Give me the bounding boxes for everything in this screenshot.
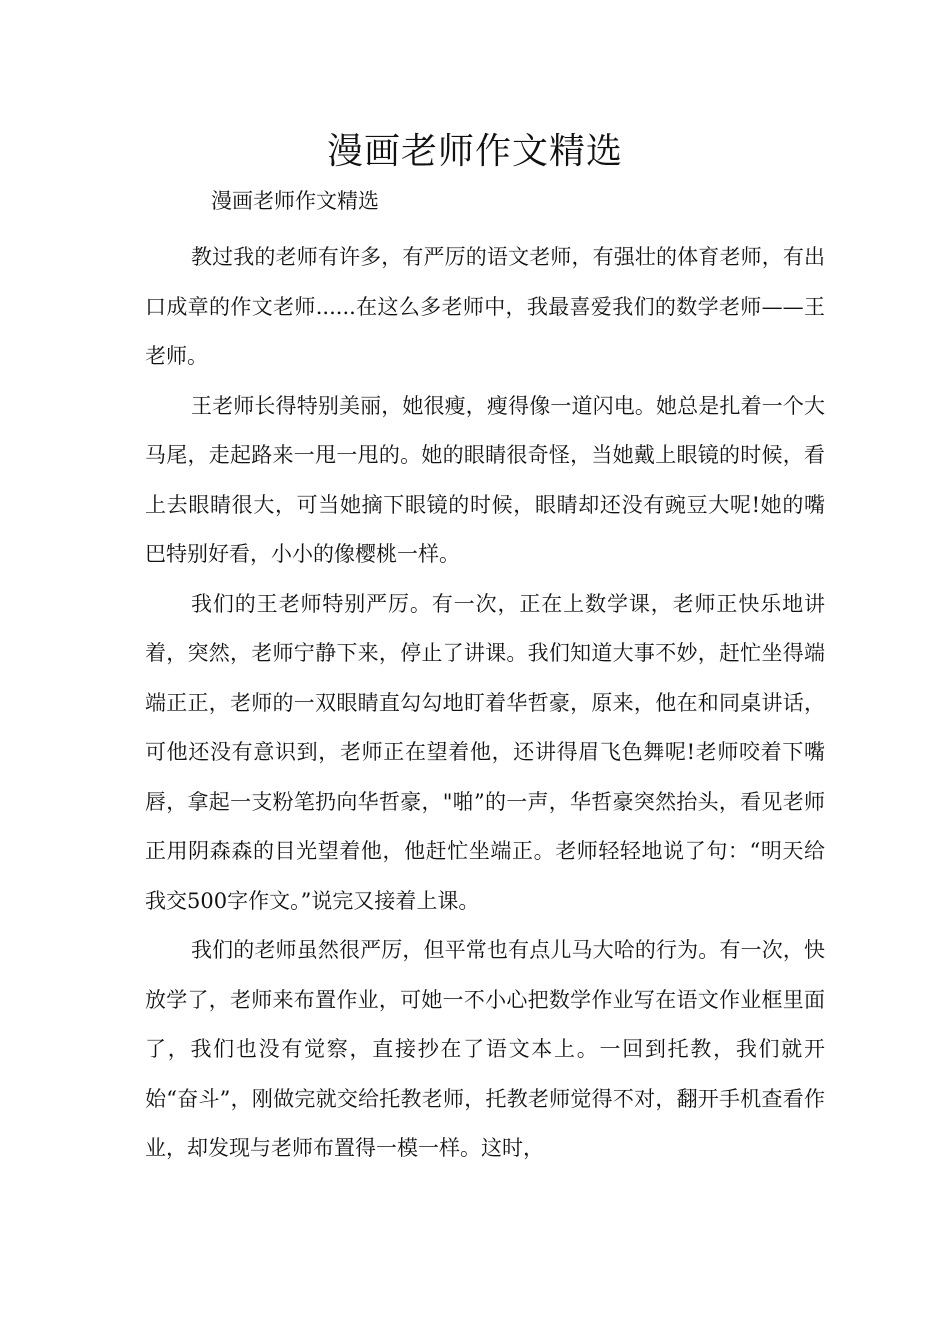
- document-body: [145, 233, 825, 1174]
- document-title: 漫画老师作文精选: [326, 131, 623, 172]
- document-subtitle: 漫画老师作文精选: [211, 189, 379, 213]
- paragraph-1: 教过我的老师有许多，有严厉的语文老师，有强壮的体育老师，有出口成章的作文老师......在这么多老师中，我最喜爱我们的数学老师——王老师。: [145, 245, 825, 368]
- paragraph-3: 我们的王老师特别严厉。有一次，正在上数学课，老师正快乐地讲着，突然，老师宁静下来，停止了讲课。我们知道大事不妙，赶忙坐得端端正正，老师的一双眼睛直勾勾地盯着华哲豪，原来，他在和同桌讲话，可他还没有意识到，老师正在望着他，还讲得眉飞色舞呢!老师咬着下嘴唇，拿起一支粉笔扔向华哲豪，"啪”的一声，华哲豪突然抬头，看见老师正用阴森森的目光望着他，他赶忙坐端正。老师轻轻地说了句：“明天给我交500字作文。”说完又接着上课。: [145, 591, 825, 913]
- paragraph-4: 我们的老师虽然很严厉，但平常也有点儿马大哈的行为。有一次，快放学了，老师来布置作业，可她一不小心把数学作业写在语文作业框里面了，我们也没有觉察，直接抄在了语文本上。一回到托教，我们就开始“奋斗”，刚做完就交给托教老师，托教老师觉得不对，翻开手机查看作业，却发现与老师布置得一模一样。这时，: [145, 938, 825, 1160]
- paragraph-2: 王老师长得特别美丽，她很瘦，瘦得像一道闪电。她总是扎着一个大马尾，走起路来一甩一甩的。她的眼睛很奇怪，当她戴上眼镜的时候，看上去眼睛很大，可当她摘下眼镜的时候，眼睛却还没有豌豆大呢!她的嘴巴特别好看，小小的像樱桃一样。: [145, 393, 825, 566]
